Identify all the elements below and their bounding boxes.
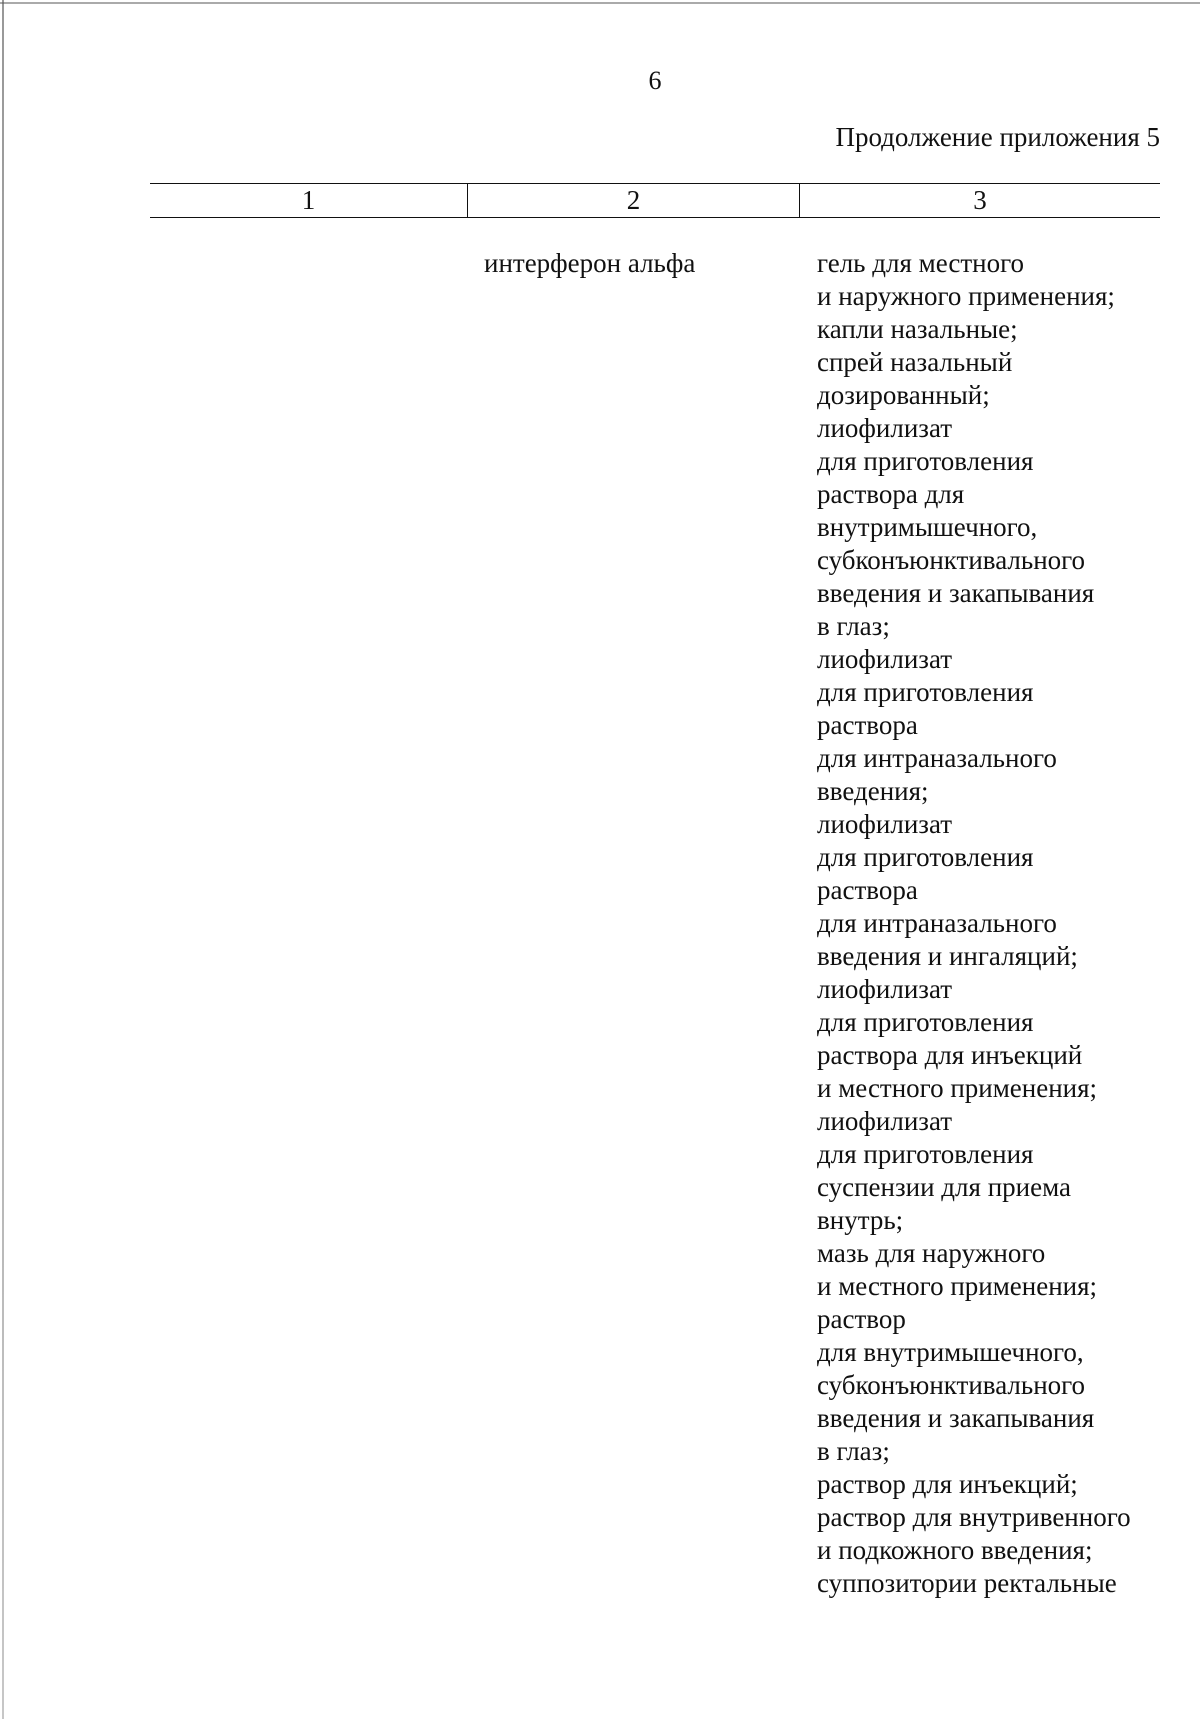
dosage-form-line: введения и закапывания <box>817 578 1095 608</box>
dosage-form-line: раствора для <box>817 479 965 509</box>
dosage-form-line: раствора <box>817 875 918 905</box>
dosage-form-line: суппозитории ректальные <box>817 1568 1117 1598</box>
dosage-form-line: и местного применения; <box>817 1271 1098 1301</box>
dosage-form-line: в глаз; <box>817 1436 890 1466</box>
dosage-form-line: раствора для инъекций <box>817 1040 1083 1070</box>
dosage-form-line: и местного применения; <box>817 1073 1098 1103</box>
dosage-forms-list <box>817 247 1157 1600</box>
dosage-form-line: для приготовления <box>817 1007 1034 1037</box>
dosage-form-line: раствор <box>817 1304 906 1334</box>
dosage-form-line: для приготовления <box>817 842 1034 872</box>
dosage-form-line: для приготовления <box>817 446 1034 476</box>
dosage-form-line: мазь для наружного <box>817 1238 1046 1268</box>
table-header-col-3: 3 <box>973 185 987 215</box>
dosage-form-line: раствор для внутривенного <box>817 1502 1131 1532</box>
appendix-continuation-note: Продолжение приложения 5 <box>835 122 1160 152</box>
table-header-col-2: 2 <box>468 184 800 217</box>
dosage-form-line: субконъюнктивального <box>817 545 1086 575</box>
dosage-form-line: субконъюнктивального <box>817 1370 1086 1400</box>
dosage-form-line: введения; <box>817 776 929 806</box>
drug-name-cell: интерферон альфа <box>484 248 696 278</box>
scan-edge-left <box>2 0 4 1719</box>
dosage-form-line: для приготовления <box>817 1139 1034 1169</box>
dosage-form-line: лиофилизат <box>817 809 953 839</box>
dosage-form-line: для внутримышечного, <box>817 1337 1084 1367</box>
table-header-row <box>150 183 1160 218</box>
dosage-form-line: для интраназального <box>817 908 1057 938</box>
dosage-form-line: гель для местного <box>817 248 1024 278</box>
dosage-form-line: и подкожного введения; <box>817 1535 1093 1565</box>
dosage-form-line: спрей назальный <box>817 347 1013 377</box>
dosage-form-line: введения и закапывания <box>817 1403 1095 1433</box>
dosage-form-line: внутримышечного, <box>817 512 1038 542</box>
dosage-form-line: для приготовления <box>817 677 1034 707</box>
dosage-form-line: лиофилизат <box>817 974 953 1004</box>
dosage-form-line: раствор для инъекций; <box>817 1469 1078 1499</box>
scan-edge-top <box>0 2 1200 4</box>
table-header-col-1: 1 <box>150 184 468 217</box>
dosage-form-line: введения и ингаляций; <box>817 941 1078 971</box>
dosage-form-line: для интраназального <box>817 743 1057 773</box>
dosage-form-line: лиофилизат <box>817 644 953 674</box>
dosage-form-line: капли назальные; <box>817 314 1018 344</box>
dosage-form-line: раствора <box>817 710 918 740</box>
dosage-form-line: и наружного применения; <box>817 281 1115 311</box>
dosage-form-line: внутрь; <box>817 1205 904 1235</box>
dosage-form-line: суспензии для приема <box>817 1172 1071 1202</box>
page-number: 6 <box>648 66 662 95</box>
dosage-form-line: лиофилизат <box>817 413 953 443</box>
dosage-form-line: в глаз; <box>817 611 890 641</box>
dosage-form-line: дозированный; <box>817 380 990 410</box>
dosage-form-line: лиофилизат <box>817 1106 953 1136</box>
